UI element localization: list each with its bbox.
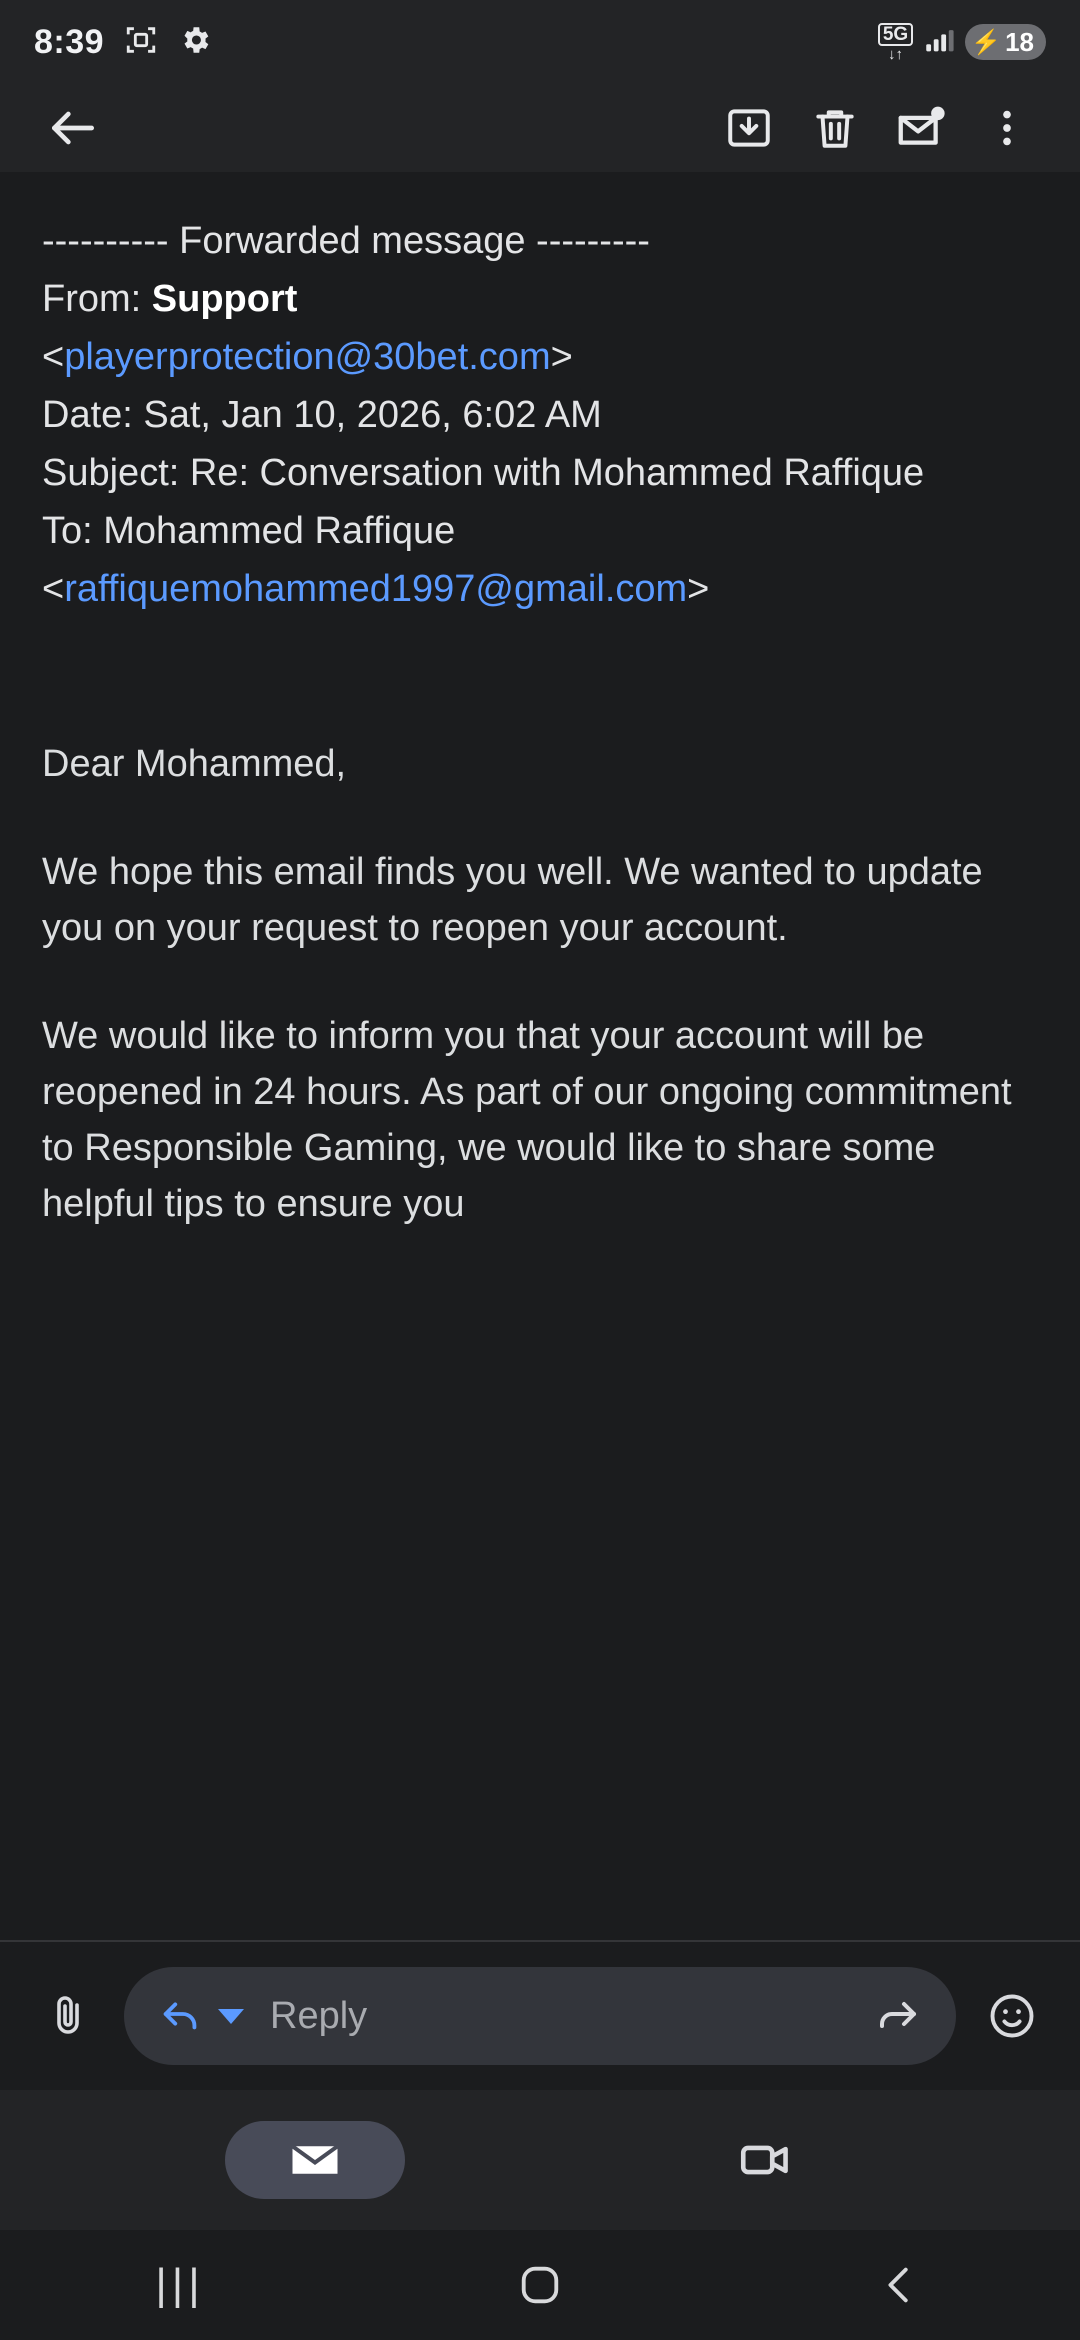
delete-button[interactable] [792, 85, 878, 171]
emoji-button[interactable] [970, 1974, 1054, 2058]
reply-placeholder-label[interactable]: Reply [270, 1994, 368, 2037]
back-button[interactable] [30, 85, 116, 171]
nav-recents-button[interactable]: ||| [155, 2260, 205, 2309]
network-type-label: 5G [878, 23, 913, 46]
to-label: To: Mohammed Raffique [42, 510, 456, 552]
from-label: From: [42, 278, 142, 320]
more-options-button[interactable] [964, 85, 1050, 171]
screenshot-icon [124, 23, 158, 62]
from-email-link[interactable]: playerprotection@30bet.com [64, 336, 551, 378]
reply-bar [0, 1940, 1080, 2090]
forwarded-message-header [42, 212, 1038, 618]
from-name: Support [151, 278, 298, 320]
nav-home-button[interactable] [480, 2240, 600, 2330]
battery-indicator [965, 24, 1046, 60]
nav-back-button[interactable] [840, 2240, 960, 2330]
to-bracket-open: < [42, 568, 65, 610]
subject-line: Subject: Re: Conversation with Mohammed Raffique [42, 452, 925, 494]
charging-bolt-icon: ⚡ [971, 28, 1002, 56]
status-bar-right [878, 23, 1046, 62]
email-body[interactable] [0, 172, 1080, 1940]
from-bracket-close: > [550, 336, 573, 378]
archive-button[interactable] [706, 85, 792, 171]
status-bar [0, 0, 1080, 84]
forward-divider: ---------- Forwarded message --------- [42, 220, 650, 262]
battery-level-label: 18 [1005, 26, 1034, 57]
reply-arrow-icon[interactable] [158, 1991, 204, 2042]
status-time: 8:39 [34, 22, 105, 61]
status-bar-left [34, 23, 212, 62]
switch-mail-tab[interactable] [225, 2121, 405, 2199]
signal-bars-icon [922, 23, 956, 62]
app-switcher [0, 2090, 1080, 2230]
network-arrows-label: ↓↑ [888, 45, 903, 63]
system-nav-bar [0, 2230, 1080, 2340]
attachment-button[interactable] [26, 1974, 110, 2058]
network-5g-icon [878, 23, 913, 62]
mark-unread-button[interactable] [878, 85, 964, 171]
chevron-down-icon[interactable] [218, 2009, 244, 2024]
to-bracket-close: > [687, 568, 710, 610]
gear-icon [178, 23, 212, 62]
email-greeting: Dear Mohammed, [42, 743, 347, 785]
reply-input[interactable] [124, 1967, 956, 2065]
to-email-link[interactable]: raffiquemohammed1997@gmail.com [64, 568, 688, 610]
forward-arrow-icon[interactable] [874, 1990, 922, 2043]
from-bracket-open: < [42, 336, 65, 378]
email-paragraph-1: We hope this email finds you well. We wanted to update you on your request to reopen your account. [42, 851, 983, 949]
date-line: Date: Sat, Jan 10, 2026, 6:02 AM [42, 394, 602, 436]
mail-toolbar [0, 84, 1080, 172]
switch-meet-tab[interactable] [675, 2121, 855, 2199]
email-paragraph-2: We would like to inform you that your account will be reopened in 24 hours. As part of our ongoing commitment to Responsible Gaming, we would like to share some helpful tips to ensure you [42, 1015, 1012, 1225]
